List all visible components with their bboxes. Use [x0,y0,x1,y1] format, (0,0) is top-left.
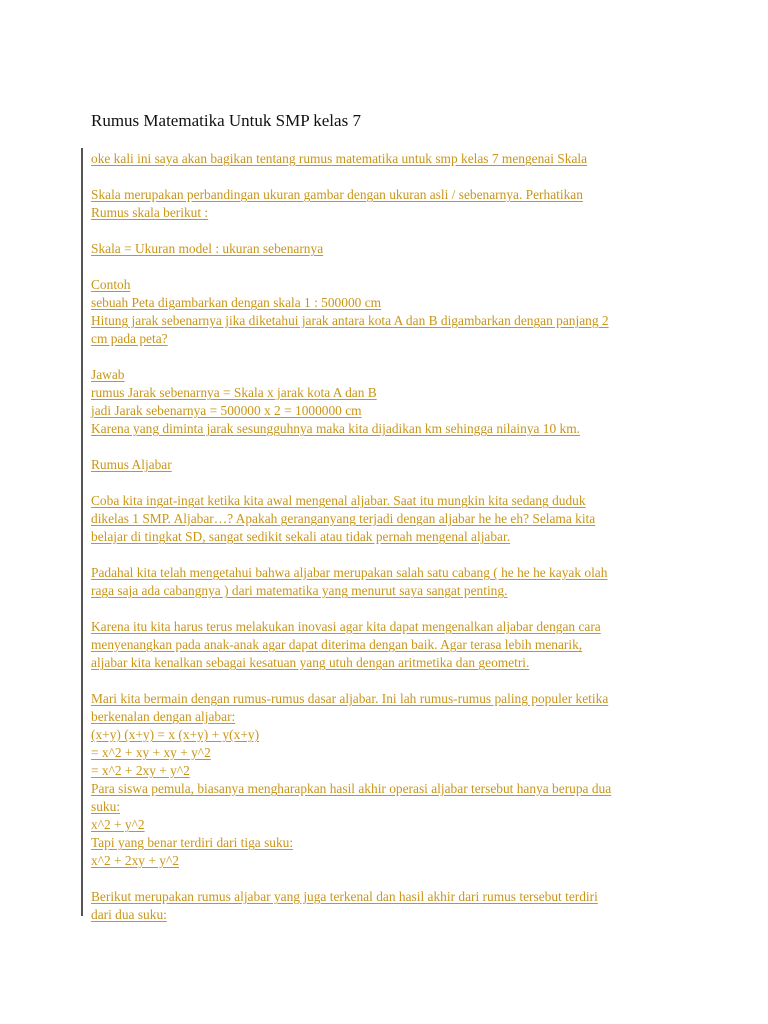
paragraph [91,240,691,258]
paragraph-line: rumus Jarak sebenarnya = Skala x jarak kota A dan B [91,385,377,400]
paragraph-line: Tapi yang benar terdiri dari tiga suku: [91,835,294,850]
paragraph-line: Karena yang diminta jarak sesungguhnya maka kita dijadikan km sehingga nilainya 10 km. [91,421,581,436]
paragraph [91,366,691,438]
paragraph-line: (x+y) (x+y) = x (x+y) + y(x+y) [91,727,260,742]
document-title: Rumus Matematika Untuk SMP kelas 7 [91,111,361,130]
paragraph [91,456,691,474]
paragraph [91,492,691,546]
paragraph-line: x^2 + 2xy + y^2 [91,853,179,868]
paragraph [91,186,691,222]
paragraph-line: dari dua suku: [91,907,167,922]
paragraph-line: menyenangkan pada anak-anak agar dapat diterima dengan baik. Agar terasa lebih menarik, [91,637,583,652]
paragraph-line: jadi Jarak sebenarnya = 500000 x 2 = 1000000 cm [91,403,362,418]
paragraph-line: sebuah Peta digambarkan dengan skala 1 : 500000 cm [91,295,382,310]
paragraph-line: Skala merupakan perbandingan ukuran gambar dengan ukuran asli / sebenarnya. Perhatikan [91,187,583,202]
paragraph-line: berkenalan dengan aljabar: [91,709,236,724]
paragraph-line: raga saja ada cabangnya ) dari matematika yang menurut saya sangat penting. [91,583,508,598]
paragraph-line: x^2 + y^2 [91,817,145,832]
paragraph [91,690,691,870]
paragraph-line: Karena itu kita harus terus melakukan inovasi agar kita dapat mengenalkan aljabar dengan cara [91,619,601,634]
paragraph-line: Mari kita bermain dengan rumus-rumus dasar aljabar. Ini lah rumus-rumus paling populer ketika [91,691,609,706]
paragraph-line: suku: [91,799,121,814]
paragraph-line: oke kali ini saya akan bagikan tentang rumus matematika untuk smp kelas 7 mengenai Skala [91,151,588,166]
paragraph-line: Jawab [91,367,125,382]
paragraph-line: Skala = Ukuran model : ukuran sebenarnya [91,241,324,256]
paragraph-line: Rumus Aljabar [91,457,172,472]
paragraph-line: Contoh [91,277,131,292]
paragraph-line: aljabar kita kenalkan sebagai kesatuan yang utuh dengan aritmetika dan geometri. [91,655,530,670]
paragraph-line: belajar di tingkat SD, sangat sedikit sekali atau tidak pernah mengenal aljabar. [91,529,511,544]
paragraph-line: Rumus skala berikut : [91,205,209,220]
paragraph-line: Berikut merupakan rumus aljabar yang juga terkenal dan hasil akhir dari rumus tersebut terdiri [91,889,598,904]
paragraph-line: = x^2 + 2xy + y^2 [91,763,190,778]
paragraph [91,150,691,168]
paragraph-line: = x^2 + xy + xy + y^2 [91,745,211,760]
paragraph-line: dikelas 1 SMP. Aljabar…? Apakah geranganyang terjadi dengan aljabar he he eh? Selama kita [91,511,596,526]
paragraph [91,888,691,924]
paragraph-line: Padahal kita telah mengetahui bahwa aljabar merupakan salah satu cabang ( he he he kayak olah [91,565,608,580]
paragraph-line: cm pada peta? [91,331,168,346]
paragraph [91,618,691,672]
paragraph [91,276,691,348]
revision-change-bar [81,148,83,916]
paragraph-line: Hitung jarak sebenarnya jika diketahui jarak antara kota A dan B digambarkan dengan panjang 2 [91,313,609,328]
paragraph-line: Para siswa pemula, biasanya mengharapkan hasil akhir operasi aljabar tersebut hanya berupa dua [91,781,612,796]
paragraph-line: Coba kita ingat-ingat ketika kita awal mengenal aljabar. Saat itu mungkin kita sedang duduk [91,493,586,508]
paragraph [91,564,691,600]
document-body [91,150,691,942]
